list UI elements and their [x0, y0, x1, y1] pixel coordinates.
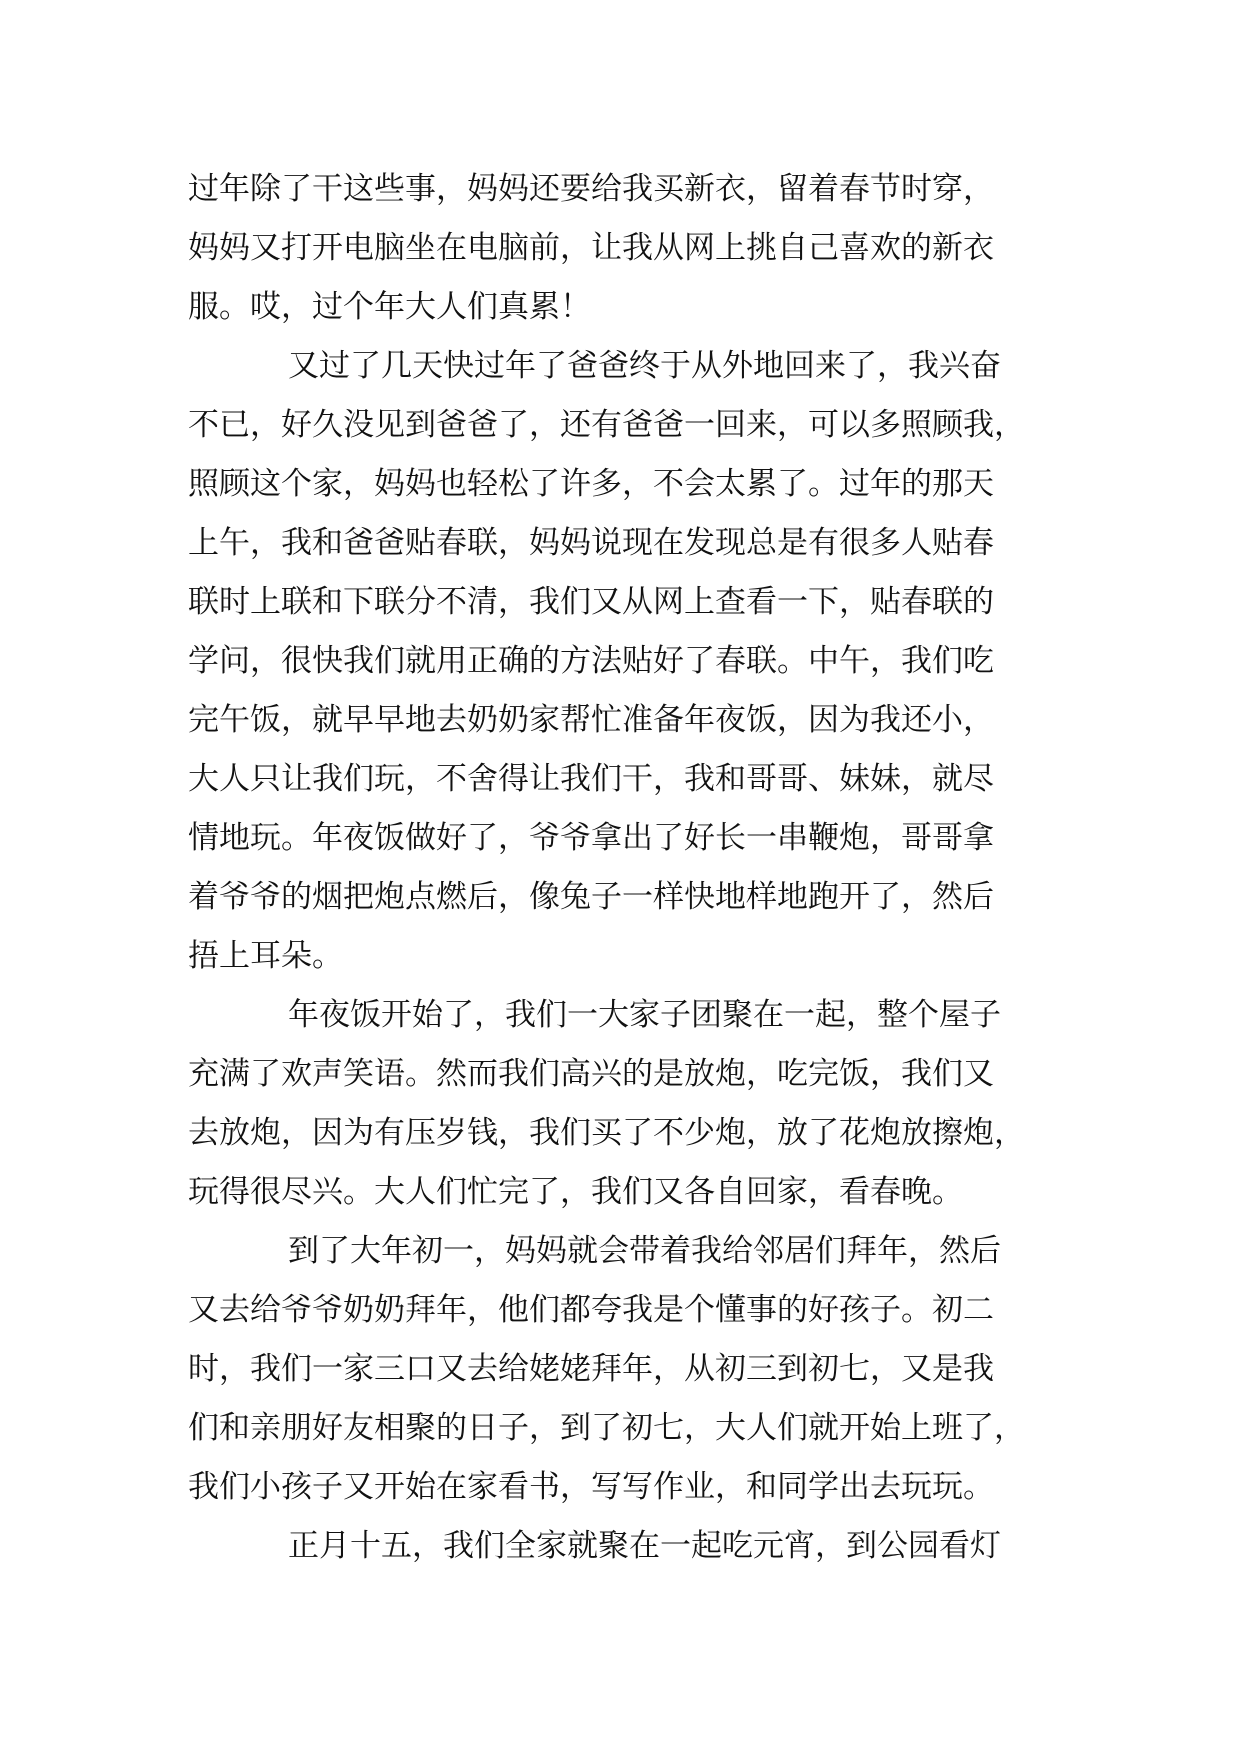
paragraph-2-line-8: 大人只让我们玩，不舍得让我们干，我和哥哥、妹妹，就尽 — [188, 761, 994, 797]
paragraph-2-line-4: 上午，我和爸爸贴春联，妈妈说现在发现总是有很多人贴春 — [188, 525, 994, 561]
paragraph-4-line-2: 又去给爷爷奶奶拜年，他们都夸我是个懂事的好孩子。初二 — [188, 1292, 994, 1328]
paragraph-2-line-6: 学问，很快我们就用正确的方法贴好了春联。中午，我们吃 — [188, 643, 994, 679]
paragraph-3-line-2: 充满了欢声笑语。然而我们高兴的是放炮，吃完饭，我们又 — [188, 1056, 994, 1092]
paragraph-1-line-3: 服。哎，过个年大人们真累！ — [188, 289, 591, 325]
paragraph-2-line-1: 又过了几天快过年了爸爸终于从外地回来了，我兴奋 — [288, 348, 1001, 384]
paragraph-5-line-1: 正月十五，我们全家就聚在一起吃元宵，到公园看灯 — [288, 1528, 1001, 1564]
paragraph-4-line-4: 们和亲朋好友相聚的日子，到了初七，大人们就开始上班了， — [188, 1410, 1025, 1446]
paragraph-4-line-3: 时，我们一家三口又去给姥姥拜年，从初三到初七，又是我 — [188, 1351, 994, 1387]
paragraph-1-line-2: 妈妈又打开电脑坐在电脑前，让我从网上挑自己喜欢的新衣 — [188, 230, 994, 266]
paragraph-3-line-1: 年夜饭开始了，我们一大家子团聚在一起，整个屋子 — [288, 997, 1001, 1033]
paragraph-3-line-3: 去放炮，因为有压岁钱，我们买了不少炮，放了花炮放擦炮， — [188, 1115, 1025, 1151]
paragraph-2-line-3: 照顾这个家，妈妈也轻松了许多，不会太累了。过年的那天 — [188, 466, 994, 502]
paragraph-1-line-1: 过年除了干这些事，妈妈还要给我买新衣，留着春节时穿， — [188, 171, 994, 207]
paragraph-2-line-5: 联时上联和下联分不清，我们又从网上查看一下，贴春联的 — [188, 584, 994, 620]
paragraph-4-line-1: 到了大年初一，妈妈就会带着我给邻居们拜年，然后 — [288, 1233, 1001, 1269]
document-body — [188, 160, 1053, 1576]
paragraph-2-line-2: 不已，好久没见到爸爸了，还有爸爸一回来，可以多照顾我， — [188, 407, 1025, 443]
paragraph-2-line-10: 着爷爷的烟把炮点燃后，像兔子一样快地样地跑开了，然后 — [188, 879, 994, 915]
paragraph-2-line-9: 情地玩。年夜饭做好了，爷爷拿出了好长一串鞭炮，哥哥拿 — [188, 820, 994, 856]
paragraph-2-line-11: 捂上耳朵。 — [188, 938, 343, 974]
paragraph-4-line-5: 我们小孩子又开始在家看书，写写作业，和同学出去玩玩。 — [188, 1469, 994, 1505]
paragraph-2-line-7: 完午饭，就早早地去奶奶家帮忙准备年夜饭，因为我还小， — [188, 702, 994, 738]
paragraph-3-line-4: 玩得很尽兴。大人们忙完了，我们又各自回家，看春晚。 — [188, 1174, 963, 1210]
